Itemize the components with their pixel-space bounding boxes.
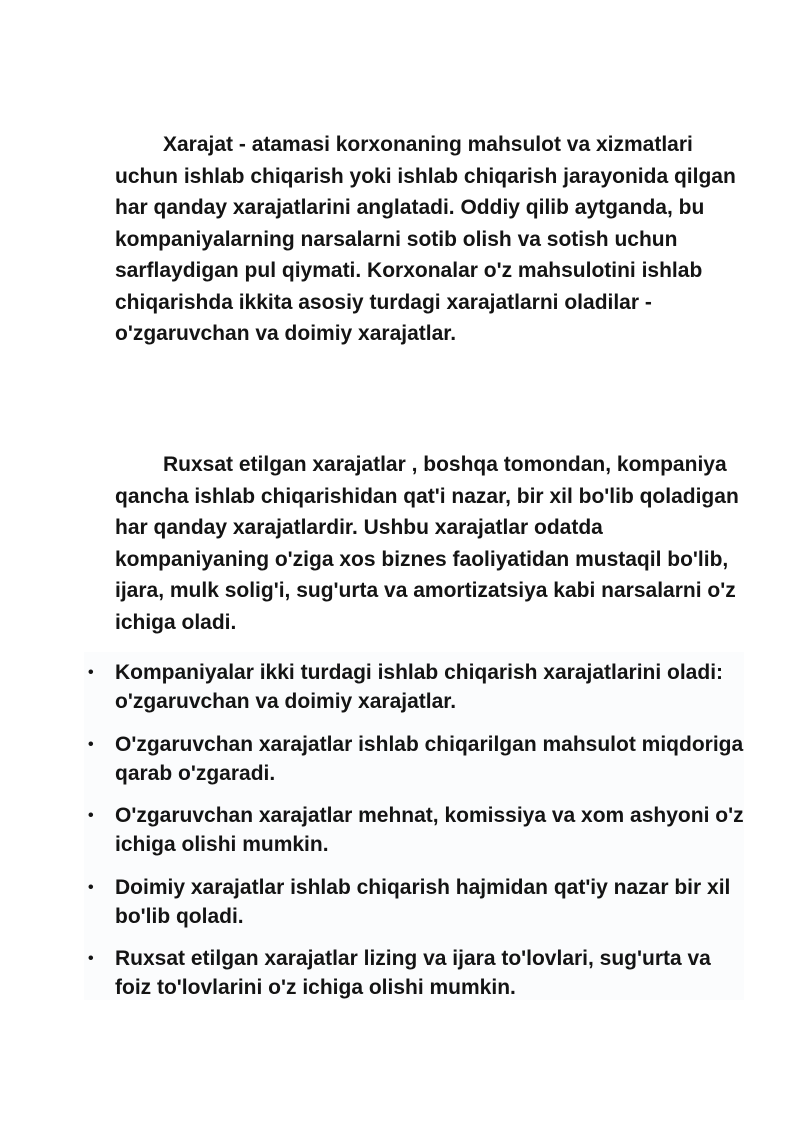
list-item [84, 944, 744, 1002]
bullet-list [84, 658, 744, 1016]
paragraph-text: Ruxsat etilgan xarajatlar , boshqa tomondan, kompaniya qancha ishlab chiqarishidan qat'i nazar, bir xil bo'lib qoladigan har qanday xarajatlardir. Ushbu xarajatlar odatda kompaniyaning o'ziga xos biznes faoliyatidan mustaqil bo'lib, ijara, mulk solig'i, sug'urta va amortizatsiya kabi narsalarni o'z ichiga oladi. [115, 453, 739, 634]
list-item [84, 873, 744, 931]
paragraph-text: Xarajat - atamasi korxonaning mahsulot va xizmatlari uchun ishlab chiqarish yoki ishlab chiqarish jarayonida qilgan har qanday xarajatlarini anglatadi. Oddiy qilib aytganda, bu kompaniyalarning narsalarni sotib olish va sotish uchun sarflaydigan pul qiymati. Korxonalar o'z mahsulotini ishlab chiqarishda ikkita asosiy turdagi xarajatlarni oladilar - o'zgaruvchan va doimiy xarajatlar. [115, 133, 736, 345]
bullet-icon: • [88, 878, 94, 896]
paragraph-xarajat [115, 129, 755, 350]
list-item-text: Kompaniyalar ikki turdagi ishlab chiqarish xarajatlarini oladi: o'zgaruvchan va doimiy xarajatlar. [115, 661, 724, 713]
bullet-icon: • [88, 950, 94, 967]
list-item-text: Doimiy xarajatlar ishlab chiqarish hajmidan qat'iy nazar bir xil bo'lib qoladi. [115, 875, 731, 928]
bullet-icon: • [88, 807, 94, 824]
list-item-text: O'zgaruvchan xarajatlar mehnat, komissiya va xom ashyoni o'z ichiga olishi mumkin. [115, 804, 744, 856]
list-item [84, 658, 744, 716]
paragraph-ruxsat-etilgan [115, 449, 755, 638]
list-item [84, 801, 744, 859]
list-item-text: O'zgaruvchan xarajatlar ishlab chiqarilgan mahsulot miqdoriga qarab o'zgaradi. [115, 732, 744, 785]
bullet-icon: • [88, 664, 94, 681]
list-item-text: Ruxsat etilgan xarajatlar lizing va ijara to'lovlari, sug'urta va foiz to'lovlarini o'z ichiga olishi mumkin. [115, 947, 711, 999]
bullet-icon: • [88, 735, 94, 753]
list-item [84, 730, 744, 788]
